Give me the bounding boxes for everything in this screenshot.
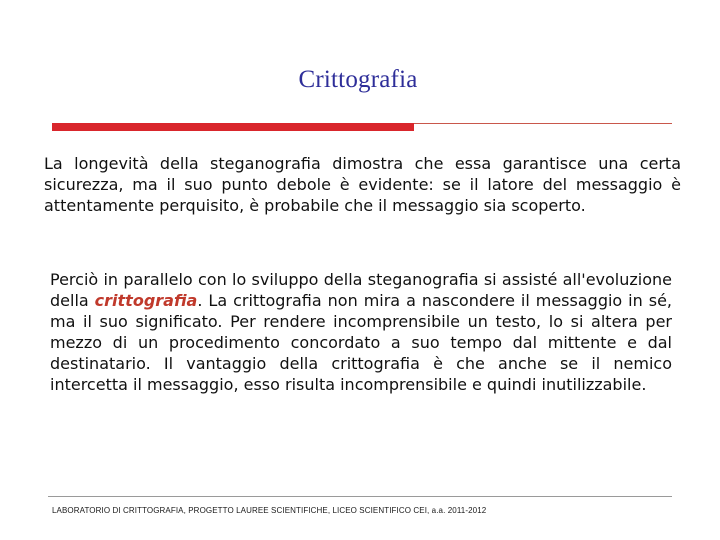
- highlighted-term-crittografia: crittografia: [94, 291, 198, 310]
- footer-divider: [48, 496, 672, 497]
- footer-credits: LABORATORIO DI CRITTOGRAFIA, PROGETTO LAUREE SCIENTIFICHE, LICEO SCIENTIFICO CEI, a.a. 2011-2012: [52, 506, 487, 515]
- title-underline-red-bar: [52, 123, 414, 131]
- paragraph-cryptography-intro: [50, 269, 672, 395]
- title-underline: [52, 123, 672, 133]
- slide-title: Crittografia: [298, 66, 418, 93]
- paragraph-steganography-weakness: La longevità della steganografia dimostra che essa garantisce una certa sicurezza, ma il suo punto debole è evidente: se il latore del messaggio è attentamente perquisito, è probabile che il messaggio sia scoperto.: [44, 154, 681, 215]
- paragraph-2-rest: . La crittografia non mira a nascondere il messaggio in sé, ma il suo significato. Per rendere incomprensibile un testo, lo si altera per mezzo di un procedimento concordato a suo tempo dal mittente e dal destinatario. Il vantaggio della crittografia è che anche se il nemico intercetta il messaggio, esso risulta incomprensibile e quindi inutilizzabile.: [50, 291, 672, 394]
- title-underline-thin-line: [414, 123, 672, 124]
- paragraph-2-lead: Perciò in parallelo con lo sviluppo della steganografia si assisté all'evoluzione della: [50, 270, 672, 310]
